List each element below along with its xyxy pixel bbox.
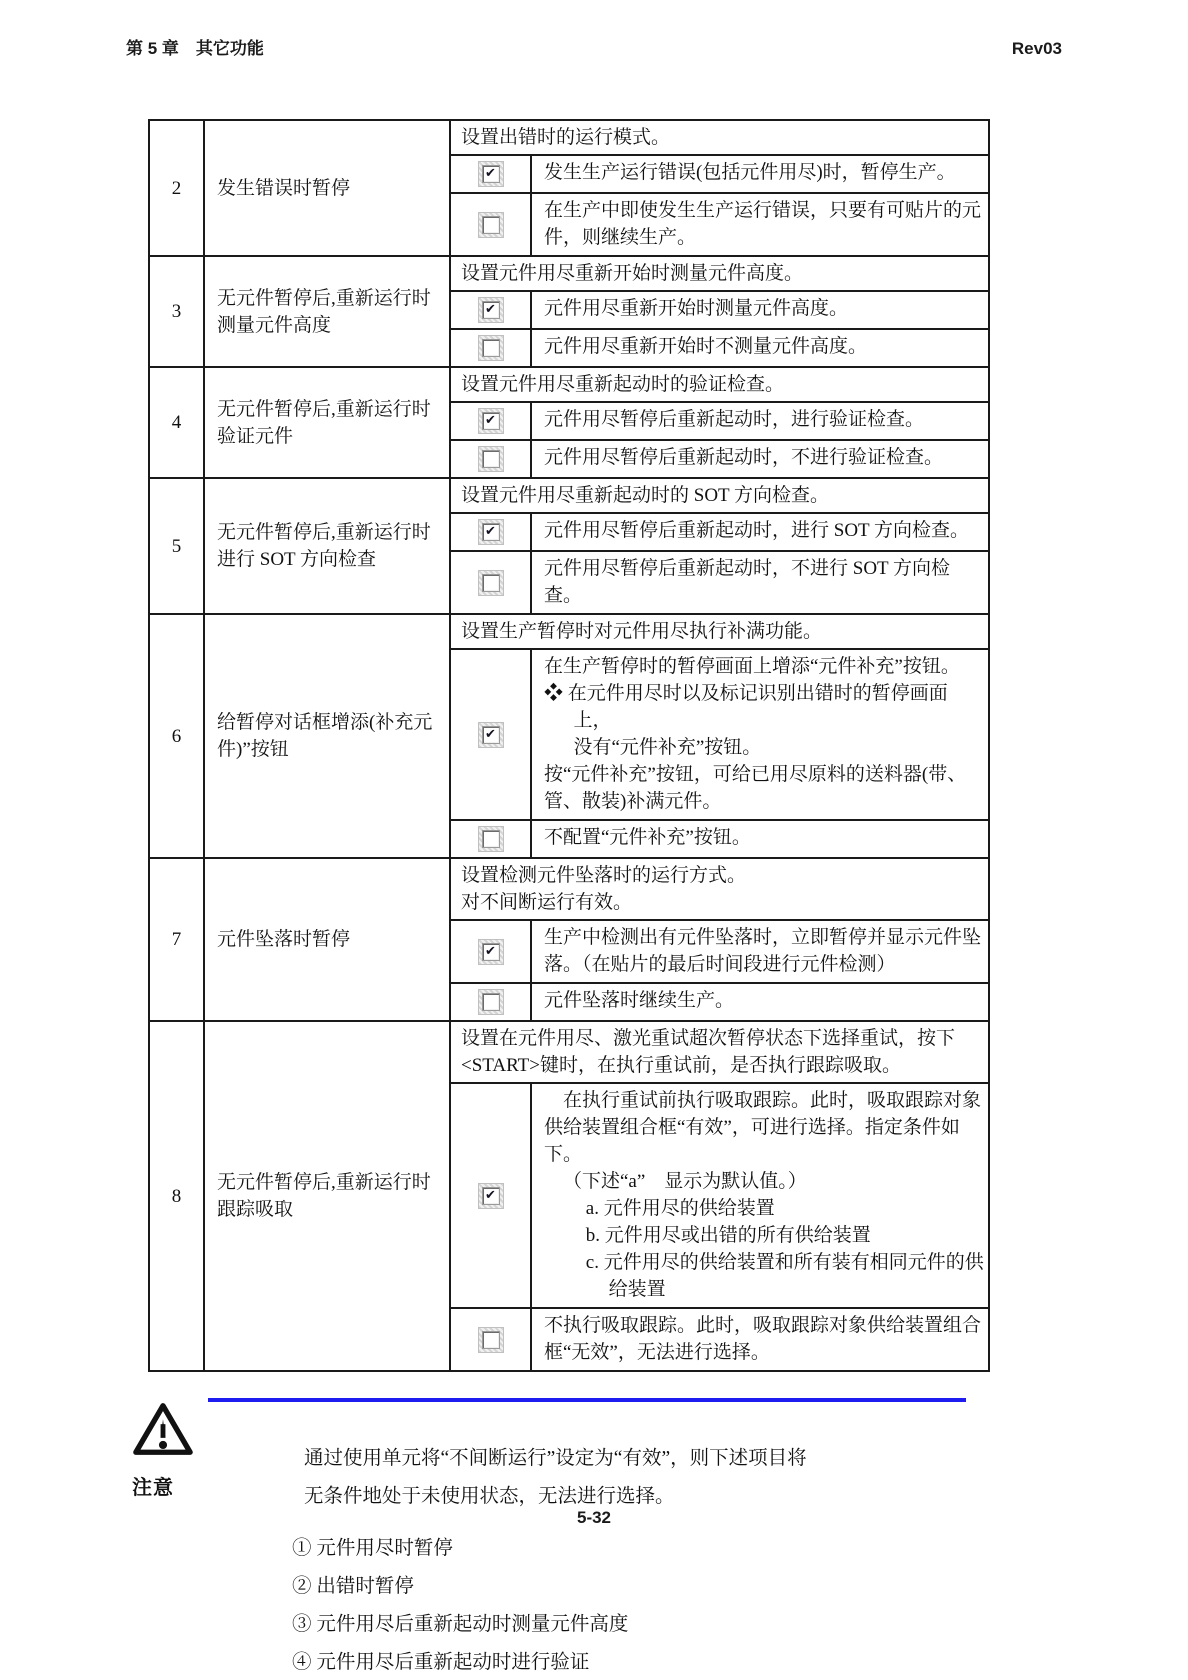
revision-label: Rev03 [1011, 39, 1062, 58]
description-line: 设置元件用尽重新开始时测量元件高度。 [461, 263, 804, 284]
setting-description [451, 859, 988, 919]
option-row [451, 512, 988, 550]
option-text [532, 330, 988, 366]
note-text [304, 1440, 972, 1516]
table-row [150, 1020, 988, 1370]
text-line: b. 元件用尽或出错的所有供给装置 [585, 1225, 871, 1246]
row-number: 2 [150, 121, 205, 255]
checkbox-cell [451, 441, 532, 477]
option-text [532, 292, 988, 328]
row-name: 无元件暂停后,重新运行时进行 SOT 方向检查 [205, 479, 451, 613]
row-name: 给暂停对话框增添(补充元件)”按钮 [205, 615, 451, 857]
option-row [451, 919, 988, 982]
row-name: 无元件暂停后,重新运行时跟踪吸取 [205, 1022, 451, 1370]
note-item: ① 元件用尽时暂停 [292, 1538, 453, 1559]
checkbox-cell [451, 514, 532, 550]
row-name: 发生错误时暂停 [205, 121, 451, 255]
table-row [150, 613, 988, 857]
checkbox-cell [451, 1309, 532, 1370]
text-line: a. 元件用尽的供给装置 [585, 1198, 775, 1219]
checkbox-cell [451, 984, 532, 1020]
chapter-title: 第 5 章 其它功能 [126, 39, 264, 58]
option-row [451, 648, 988, 819]
option-text [532, 156, 988, 192]
text-line: 元件用尽暂停后重新起动时，不进行 SOT 方向检查。 [544, 558, 951, 606]
text-line: 元件用尽暂停后重新起动时，进行验证检查。 [544, 409, 925, 430]
text-line: 管、散装)补满元件。 [544, 791, 722, 812]
text-line: 按“元件补充”按钮，可给已用尽原料的送料器(带、 [544, 764, 967, 785]
row-number: 5 [150, 479, 205, 613]
checkbox-checked [478, 408, 504, 434]
description-line: 设置出错时的运行模式。 [461, 127, 671, 148]
setting-description [451, 121, 988, 154]
option-text [532, 441, 988, 477]
page-header [0, 0, 1188, 59]
checkbox-cell [451, 1084, 532, 1307]
checkbox-cell [451, 821, 532, 857]
option-text [532, 194, 988, 255]
text-line: 不配置“元件补充”按钮。 [544, 827, 751, 848]
note-item: ③ 元件用尽后重新起动时测量元件高度 [292, 1614, 629, 1635]
row-number: 3 [150, 257, 205, 366]
option-text [532, 1309, 988, 1370]
checkbox-unchecked [478, 1327, 504, 1353]
checkbox-cell [451, 156, 532, 192]
checkbox-cell [451, 921, 532, 982]
checkbox-box [482, 1331, 500, 1349]
option-text [532, 403, 988, 439]
checkbox-unchecked [478, 446, 504, 472]
checkbox-checked [478, 297, 504, 323]
setting-description [451, 479, 988, 512]
option-text [532, 514, 988, 550]
text-line: （下述“a” 显示为默认值。） [563, 1171, 807, 1192]
checkbox-box [482, 830, 500, 848]
text-line: 元件用尽暂停后重新起动时，进行 SOT 方向检查。 [544, 520, 970, 541]
checkbox-unchecked [478, 989, 504, 1015]
checkbox-box: ✔ [482, 301, 500, 319]
page-number: 5-32 [576, 1508, 612, 1527]
option-row [451, 1307, 988, 1370]
note-text-line: 通过使用单元将“不间断运行”设定为“有效”，则下述项目将 [304, 1448, 807, 1469]
settings-cell [451, 479, 988, 613]
settings-table [148, 119, 990, 1372]
row-number: 8 [150, 1022, 205, 1370]
checkbox-checked [478, 1183, 504, 1209]
option-row [451, 550, 988, 613]
option-row [451, 328, 988, 366]
caution-note [132, 1398, 972, 1680]
text-line: 没有“元件补充”按钮。 [573, 737, 762, 758]
description-line: 设置检测元件坠落时的运行方式。 [461, 865, 747, 886]
checkbox-unchecked [478, 335, 504, 361]
settings-cell [451, 859, 988, 1020]
text-line: 在生产暂停时的暂停画面上增添“元件补充”按钮。 [544, 656, 960, 677]
row-number: 4 [150, 368, 205, 477]
checkbox-unchecked [478, 826, 504, 852]
note-item: ④ 元件用尽后重新起动时进行验证 [292, 1652, 590, 1673]
option-row [451, 290, 988, 328]
table-row [150, 121, 988, 255]
text-line: 发生生产运行错误(包括元件用尽)时，暂停生产。 [544, 162, 956, 183]
checkbox-box [482, 339, 500, 357]
checkbox-cell [451, 403, 532, 439]
checkbox-cell [451, 292, 532, 328]
setting-description [451, 615, 988, 648]
checkbox-box: ✔ [482, 165, 500, 183]
checkbox-box [482, 450, 500, 468]
text-line: 在生产中即使发生生产运行错误，只要有可贴片的元件，则继续生产。 [544, 200, 982, 248]
option-row [451, 1082, 988, 1307]
row-name: 无元件暂停后,重新运行时验证元件 [205, 368, 451, 477]
checkbox-unchecked [478, 212, 504, 238]
text-line: 不执行吸取跟踪。此时，吸取跟踪对象供给装置组合框“无效”，无法进行选择。 [544, 1315, 982, 1363]
checkbox-box: ✔ [482, 523, 500, 541]
settings-cell [451, 1022, 988, 1370]
option-row [451, 401, 988, 439]
note-text-line: 无条件地处于未使用状态，无法进行选择。 [304, 1486, 675, 1507]
option-text [532, 821, 988, 857]
setting-description [451, 1022, 988, 1082]
settings-cell [451, 615, 988, 857]
table-row [150, 477, 988, 613]
checkbox-cell [451, 552, 532, 613]
checkbox-cell [451, 650, 532, 819]
caution-label: 注意 [132, 1477, 174, 1499]
checkbox-box: ✔ [482, 726, 500, 744]
description-line: 设置生产暂停时对元件用尽执行补满功能。 [461, 621, 823, 642]
text-line: 元件用尽重新开始时测量元件高度。 [544, 298, 849, 319]
description-line: 设置元件用尽重新起动时的验证检查。 [461, 374, 785, 395]
text-line: 元件用尽重新开始时不测量元件高度。 [544, 336, 868, 357]
option-row [451, 154, 988, 192]
caution-content [208, 1398, 972, 1680]
checkbox-checked [478, 161, 504, 187]
blue-rule-top [208, 1398, 966, 1402]
option-row [451, 819, 988, 857]
option-text [532, 921, 988, 982]
note-item: ② 出错时暂停 [292, 1576, 414, 1597]
table-row [150, 255, 988, 366]
text-line: c. 元件用尽的供给装置和所有装有相同元件的供给装置 [585, 1252, 984, 1300]
checkbox-checked [478, 939, 504, 965]
checkbox-cell [451, 330, 532, 366]
checkbox-cell [451, 194, 532, 255]
row-name: 无元件暂停后,重新运行时测量元件高度 [205, 257, 451, 366]
settings-cell [451, 368, 988, 477]
option-text [532, 552, 988, 613]
checkbox-box: ✔ [482, 1187, 500, 1205]
option-row [451, 192, 988, 255]
checkbox-checked [478, 519, 504, 545]
option-row [451, 982, 988, 1020]
table-row [150, 857, 988, 1020]
caution-icon-block [132, 1398, 208, 1680]
note-items [292, 1530, 972, 1680]
row-number: 6 [150, 615, 205, 857]
table-row [150, 366, 988, 477]
setting-description [451, 257, 988, 290]
option-text [532, 650, 988, 819]
text-line: 元件坠落时继续生产。 [544, 990, 735, 1011]
setting-description [451, 368, 988, 401]
text-line: 元件用尽暂停后重新起动时，不进行验证检查。 [544, 447, 944, 468]
text-line: ❖ 在元件用尽时以及标记识别出错时的暂停画面上， [544, 683, 948, 731]
option-text [532, 984, 988, 1020]
checkbox-unchecked [478, 570, 504, 596]
row-number: 7 [150, 859, 205, 1020]
description-line: 对不间断运行有效。 [461, 892, 633, 913]
option-text [532, 1084, 988, 1307]
checkbox-box [482, 574, 500, 592]
checkbox-checked [478, 722, 504, 748]
checkbox-box [482, 993, 500, 1011]
checkbox-box [482, 216, 500, 234]
option-row [451, 439, 988, 477]
text-line: 在执行重试前执行吸取跟踪。此时，吸取跟踪对象供给装置组合框“有效”，可进行选择。指定条件如下。 [544, 1090, 982, 1165]
checkbox-box: ✔ [482, 943, 500, 961]
description-line: 设置元件用尽重新起动时的 SOT 方向检查。 [461, 485, 830, 506]
row-name: 元件坠落时暂停 [205, 859, 451, 1020]
settings-cell [451, 121, 988, 255]
settings-cell [451, 257, 988, 366]
description-line: 设置在元件用尽、激光重试超次暂停状态下选择重试，按下<START>键时，在执行重试前，是否执行跟踪吸取。 [461, 1028, 956, 1076]
warning-triangle-icon [132, 1400, 194, 1458]
checkbox-box: ✔ [482, 412, 500, 430]
text-line: 生产中检测出有元件坠落时，立即暂停并显示元件坠落。（在贴片的最后时间段进行元件检测） [544, 927, 982, 975]
